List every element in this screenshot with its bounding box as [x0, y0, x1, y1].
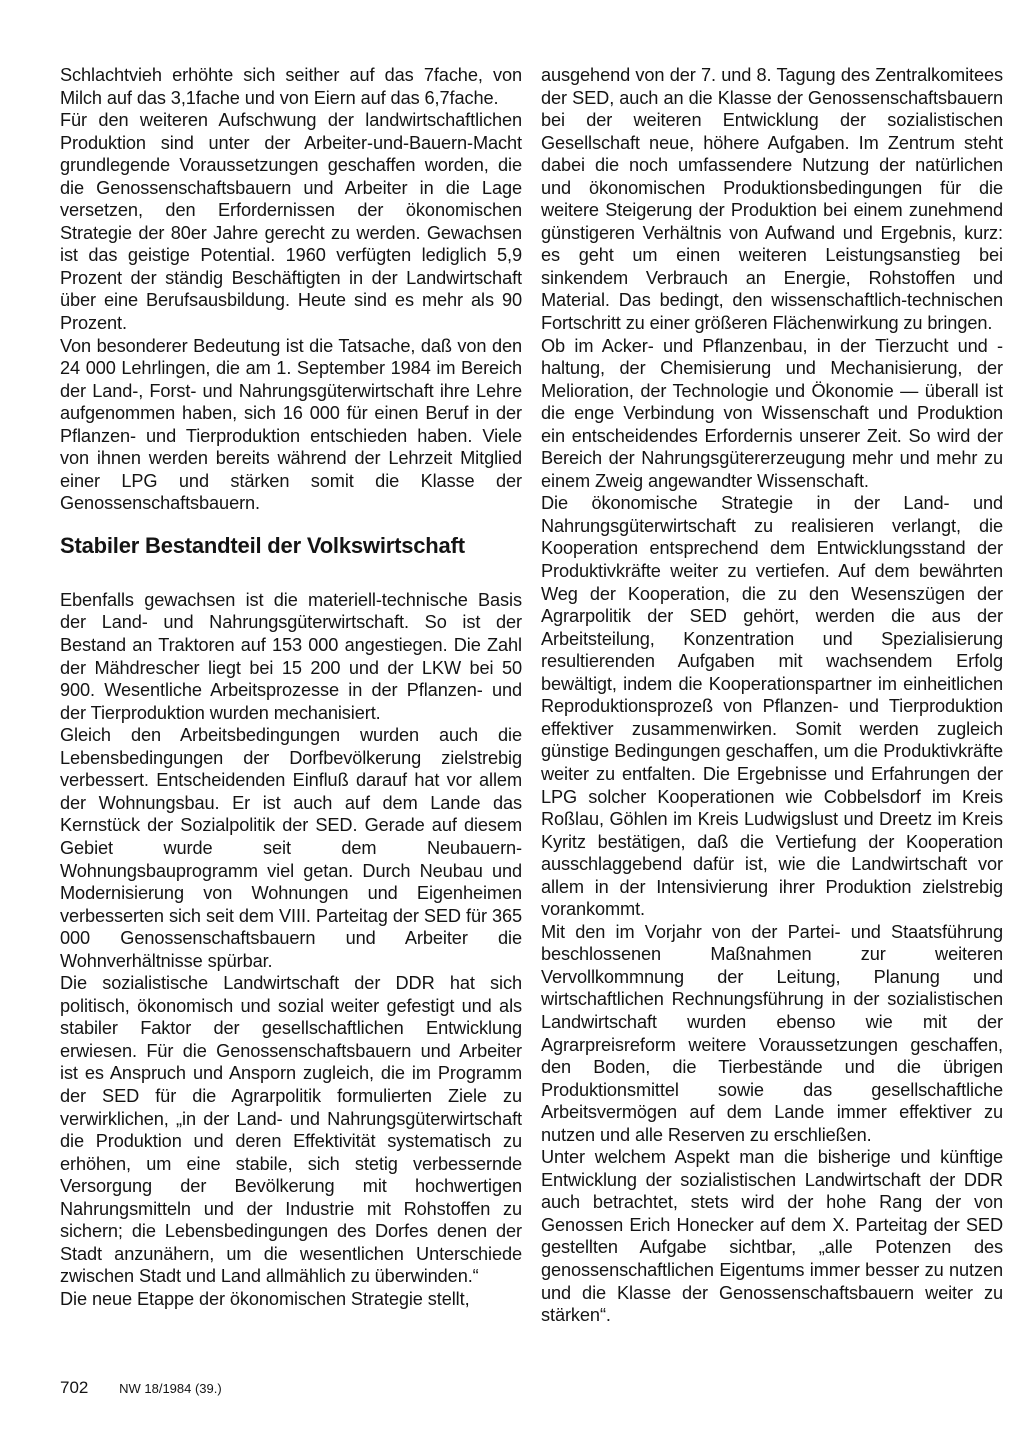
- body-paragraph: Unter welchem Aspekt man die bisherige und künftige Entwicklung der sozialistischen Landwirtschaft der DDR auch betrachtet, stets wird der hohe Rang der von Genossen Erich Honecker auf dem X. Parteitag der SED gestellten Aufgabe sichtbar, „alle Potenzen des genossenschaftlichen Eigentums immer besser zu nutzen und die Klasse der Genossenschaftsbauern weiter zu stärken“.: [541, 1147, 1003, 1326]
- body-paragraph: Von besonderer Bedeutung ist die Tatsache, daß von den 24 000 Lehrlingen, die am 1. September 1984 im Bereich der Land-, Forst- und Nahrungsgüterwirtschaft ihre Lehre aufgenommen haben, sich 16 000 für einen Beruf in der Pflanzen- und Tierproduktion entschieden haben. Viele von ihnen werden bereits während der Lehrzeit Mitglied einer LPG und stärken somit die Klasse der Genossenschaftsbauern.: [60, 335, 522, 514]
- issue-reference: NW 18/1984 (39.): [119, 1381, 222, 1396]
- body-paragraph: Ebenfalls gewachsen ist die materiell-technische Basis der Land- und Nahrungsgüterwirtschaft. So ist der Bestand an Traktoren auf 153 000 angestiegen. Die Zahl der Mähdrescher liegt bei 15 200 und der LKW bei 50 900. Wesentliche Arbeitsprozesse in der Pflanzen- und der Tierproduktion wurden mechanisiert.: [60, 589, 522, 723]
- body-paragraph: Mit den im Vorjahr von der Partei- und Staatsführung beschlossenen Maßnahmen zur weiteren Vervollkommnung der Leitung, Planung und wirtschaftlichen Rechnungsführung in der sozialistischen Landwirtschaft wurden ebenso wie mit der Agrarpreisreform weitere Voraussetzungen geschaffen, den Boden, die Tierbestände und die übrigen Produktionsmittel sowie das gesellschaftliche Arbeitsvermögen auf dem Lande immer effektiver zu nutzen und alle Reserven zu erschließen.: [541, 921, 1003, 1145]
- body-paragraph: Schlachtvieh erhöhte sich seither auf das 7fache, von Milch auf das 3,1fache und von Eiern auf das 6,7fache.: [60, 65, 522, 108]
- body-paragraph: Die ökonomische Strategie in der Land- und Nahrungsgüterwirtschaft zu realisieren verlangt, die Kooperation entsprechend dem Entwicklungsstand der Produktivkräfte weiter zu vertiefen. Auf dem bewährten Weg der Kooperation, die zu den Wesenszügen der Agrarpolitik der SED gehört, werden die aus der Arbeitsteilung, Konzentration und Spezialisierung resultierenden Aufgaben mit wachsendem Erfolg bewältigt, indem die Kooperationspartner im einheitlichen Reproduktionsprozeß von Pflanzen- und Tierproduktion effektiver zusammenwirken. Somit werden zugleich günstige Bedingungen geschaffen, um die Produktivkräfte weiter zu entfalten. Die Ergebnisse und Erfahrungen der LPG solcher Kooperationen wie Cobbelsdorf im Kreis Roßlau, Göhlen im Kreis Ludwigslust und Dreetz im Kreis Kyritz bestätigen, daß die Vertiefung der Kooperation ausschlaggebend dafür ist, wie die Landwirtschaft vor allem in der Intensivierung ihrer Produktion zielstrebig vorankommt.: [541, 493, 1003, 920]
- page-number: 702: [60, 1378, 89, 1397]
- page-footer: [60, 1378, 222, 1399]
- left-column: [60, 64, 522, 1310]
- body-paragraph: Die neue Etappe der ökonomischen Strategie stellt,: [60, 1288, 470, 1309]
- right-column: [541, 64, 1003, 1327]
- body-paragraph: Gleich den Arbeitsbedingungen wurden auch die Lebensbedingungen der Dorfbevölkerung zielstrebig verbessert. Entscheidenden Einfluß darauf hat vor allem der Wohnungsbau. Er ist auch auf dem Lande das Kernstück der Sozialpolitik der SED. Gerade auf diesem Gebiet wurde seit dem Neubauern-Wohnungsbauprogramm viel getan. Durch Neubau und Modernisierung von Wohnungen und Eigenheimen verbesserten sich seit dem VIII. Parteitag der SED für 365 000 Genossenschaftsbauern und Arbeiter die Wohnverhältnisse spürbar.: [60, 725, 522, 971]
- body-paragraph: ausgehend von der 7. und 8. Tagung des Zentralkomitees der SED, auch an die Klasse der Genossenschaftsbauern bei der weiteren Entwicklung der sozialistischen Gesellschaft neue, höhere Aufgaben. Im Zentrum steht dabei die noch umfassendere Nutzung der natürlichen und ökonomischen Produktionsbedingungen für die weitere Steigerung der Produktion bei einem zunehmend günstigeren Verhältnis von Aufwand und Ergebnis, kurz: es geht um einen weiteren Leistungsanstieg bei sinkendem Verbrauch an Energie, Rohstoffen und Material. Das bedingt, den wissenschaftlich-technischen Fortschritt zu einer größeren Flächenwirkung zu bringen.: [541, 65, 1003, 334]
- section-heading: Stabiler Bestandteil der Volkswirtschaft: [60, 532, 465, 558]
- body-paragraph: Die sozialistische Landwirtschaft der DDR hat sich politisch, ökonomisch und sozial weiter gefestigt und als stabiler Faktor der gesellschaftlichen Entwicklung erwiesen. Für die Genossenschaftsbauern und Arbeiter ist es Anspruch und Ansporn zugleich, die im Programm der SED für die Agrarpolitik formulierten Ziele zu verwirklichen, „in der Land- und Nahrungsgüterwirtschaft die Produktion und deren Effektivität systematisch zu erhöhen, um eine stabile, sich stetig verbessernde Versorgung der Bevölkerung mit hochwertigen Nahrungsmitteln und der Industrie mit Rohstoffen zu sichern; die Lebensbedingungen des Dorfes denen der Stadt anzunähern, um die wesentlichen Unterschiede zwischen Stadt und Land allmählich zu überwinden.“: [60, 973, 522, 1287]
- body-paragraph: Für den weiteren Aufschwung der landwirtschaftlichen Produktion sind unter der Arbeiter-und-Bauern-Macht grundlegende Voraussetzungen geschaffen worden, die die Genossenschaftsbauern und Arbeiter in die Lage versetzen, den Erfordernissen der ökonomischen Strategie der 80er Jahre gerecht zu werden. Gewachsen ist das geistige Potential. 1960 verfügten lediglich 5,9 Prozent der ständig Beschäftigten in der Landwirtschaft über eine Berufsausbildung. Heute sind es mehr als 90 Prozent.: [60, 110, 522, 334]
- body-paragraph: Ob im Acker- und Pflanzenbau, in der Tierzucht und -haltung, der Chemisierung und Mechanisierung, der Melioration, der Technologie und Ökonomie — überall ist die enge Verbindung von Wissenschaft und Produktion ein entscheidendes Erfordernis unserer Zeit. So wird der Bereich der Nahrungsgütererzeugung mehr und mehr zu einem Zweig angewandter Wissenschaft.: [541, 335, 1003, 491]
